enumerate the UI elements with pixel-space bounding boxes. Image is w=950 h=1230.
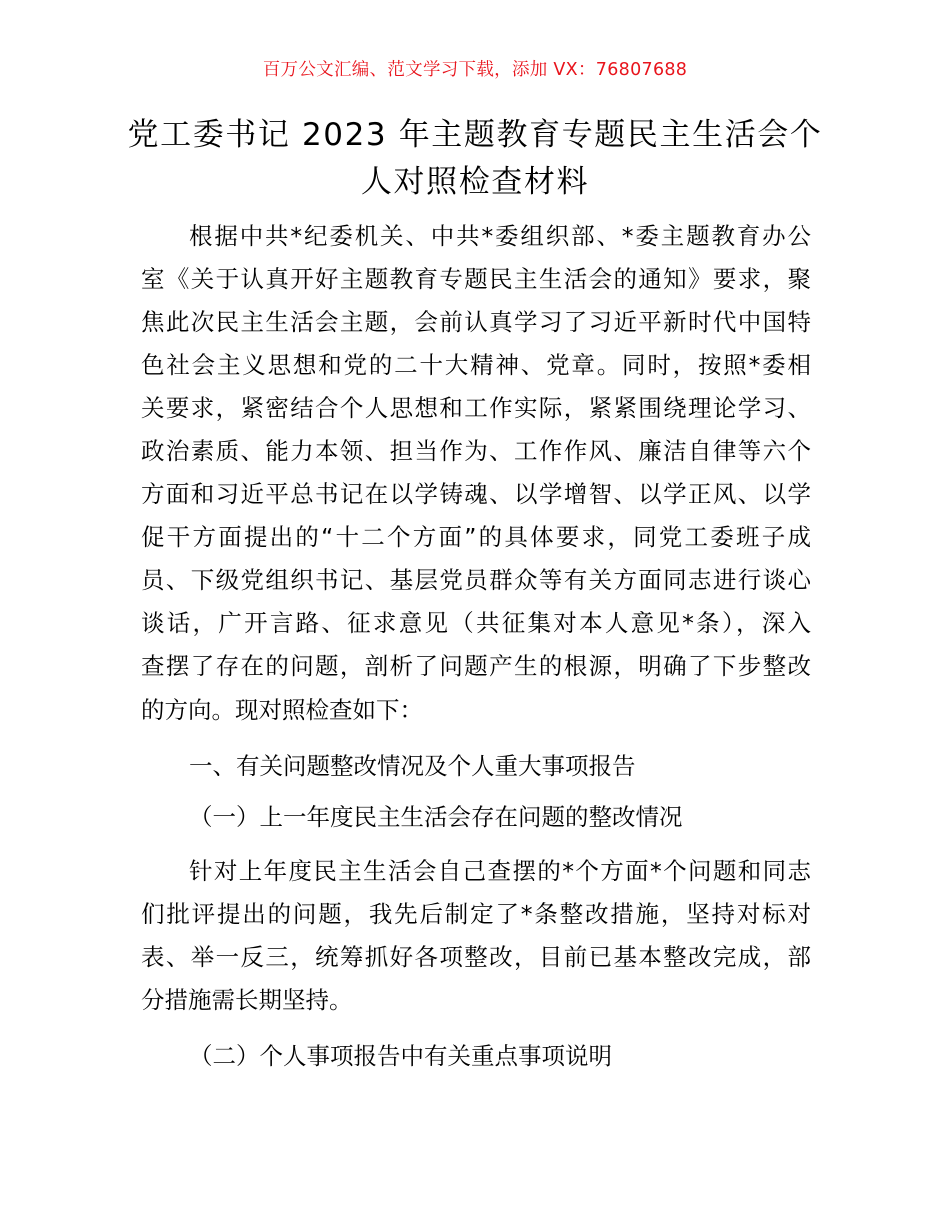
paragraph-line: 政治素质、能力本领、担当作为、工作作风、廉洁自律等六个 <box>141 437 811 465</box>
paragraph-line: 色社会主义思想和党的二十大精神、党章。同时，按照*委相 <box>141 351 811 379</box>
paragraph-line: 焦此次民主生活会主题，会前认真学习了习近平新时代中国特 <box>141 308 811 336</box>
subsection-heading: （二）个人事项报告中有关重点事项说明 <box>189 1042 612 1070</box>
paragraph-line: 们批评提出的问题，我先后制定了*条整改措施，坚持对标对 <box>141 900 811 928</box>
section-heading: 一、有关问题整改情况及个人重大事项报告 <box>189 752 636 780</box>
paragraph-line: 分措施需长期坚持。 <box>141 986 353 1014</box>
title-line: 人对照检查材料 <box>360 164 590 200</box>
subsection-heading: （一）上一年度民主生活会存在问题的整改情况 <box>189 803 683 831</box>
paragraph-line: 表、举一反三，统筹抓好各项整改，目前已基本整改完成，部 <box>141 943 811 971</box>
paragraph-line: 查摆了存在的问题，剖析了问题产生的根源，明确了下步整改 <box>141 652 811 680</box>
paragraph-line: 关要求，紧密结合个人思想和工作实际，紧紧围绕理论学习、 <box>141 394 811 422</box>
document-title <box>90 112 860 206</box>
paragraph-line: 促干方面提出的“十二个方面”的具体要求，同党工委班子成 <box>141 523 811 551</box>
paragraph-line: 针对上年度民主生活会自己查摆的*个方面*个问题和同志 <box>189 857 811 885</box>
paragraph-line: 方面和习近平总书记在以学铸魂、以学增智、以学正风、以学 <box>141 480 811 508</box>
paragraph-line: 根据中共*纪委机关、中共*委组织部、*委主题教育办公 <box>189 222 811 250</box>
paragraph-line: 谈话，广开言路、征求意见（共征集对本人意见*条），深入 <box>141 609 811 637</box>
title-line: 党工委书记 2023 年主题教育专题民主生活会个 <box>127 117 823 153</box>
watermark-banner: 百万公文汇编、范文学习下载，添加 VX：76807688 <box>262 60 688 80</box>
paragraph-line: 的方向。现对照检查如下： <box>141 696 423 724</box>
paragraph-line: 员、下级党组织书记、基层党员群众等有关方面同志进行谈心 <box>141 566 811 594</box>
paragraph-line: 室《关于认真开好主题教育专题民主生活会的通知》要求，聚 <box>141 265 811 293</box>
